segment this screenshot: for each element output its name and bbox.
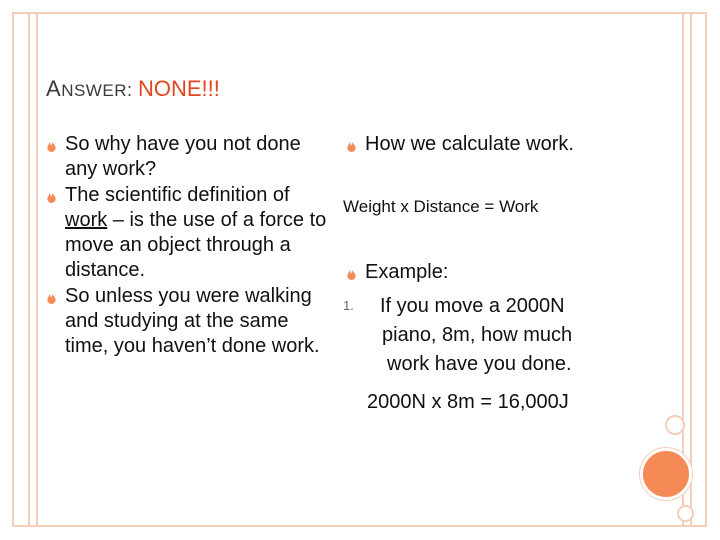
definition-pre: The scientific definition of (65, 183, 290, 206)
calculation: 2000N x 8m = 16,000J (367, 391, 569, 413)
bullet-item (46, 284, 336, 360)
frame-rule-left-outer (28, 12, 30, 527)
definition-post: – is the use of a force to move an object through a distance. (65, 208, 327, 282)
flame-bullet-icon (46, 141, 57, 152)
bullet-text: So why have you not done any work? (65, 133, 301, 181)
flame-bullet-icon (346, 269, 357, 280)
flame-bullet-icon (346, 141, 357, 152)
frame-rule-right-inner (682, 12, 684, 527)
title-smallcaps: NSWER (61, 81, 127, 100)
bullet-item (346, 132, 574, 157)
definition-underlined-word: work (65, 208, 108, 231)
numbered-line: piano, 8m, how much (382, 324, 573, 346)
item-number: 1. (343, 298, 354, 313)
bullet-text: So unless you were walking and studying at the same time, you haven’t done work. (65, 284, 320, 358)
flame-bullet-icon (46, 192, 57, 203)
numbered-line: work have you done. (387, 353, 572, 375)
decor-circle-large (640, 448, 692, 500)
work-formula: Weight x Distance = Work (343, 197, 539, 216)
title-colon: : (126, 80, 132, 100)
bullet-item (346, 260, 448, 285)
right-bullet (346, 132, 574, 157)
bullet-text (65, 183, 336, 284)
frame-rule-right-outer (690, 12, 692, 527)
title-answer: NONE!!! (137, 76, 220, 101)
decor-circle-small (665, 415, 685, 435)
bullet-item (46, 132, 336, 183)
example-bullet (346, 260, 448, 285)
decor-circle-tiny (677, 505, 694, 522)
frame-rule-left-inner (36, 12, 38, 527)
numbered-line: If you move a 2000N (380, 295, 565, 317)
slide-title (46, 76, 220, 102)
bullet-text: How we calculate work. (365, 133, 574, 155)
title-initial: A (46, 76, 62, 101)
left-column (46, 132, 336, 360)
numbered-text (380, 292, 650, 379)
flame-bullet-icon (46, 293, 57, 304)
bullet-item (46, 183, 336, 284)
example-label: Example: (365, 261, 449, 283)
